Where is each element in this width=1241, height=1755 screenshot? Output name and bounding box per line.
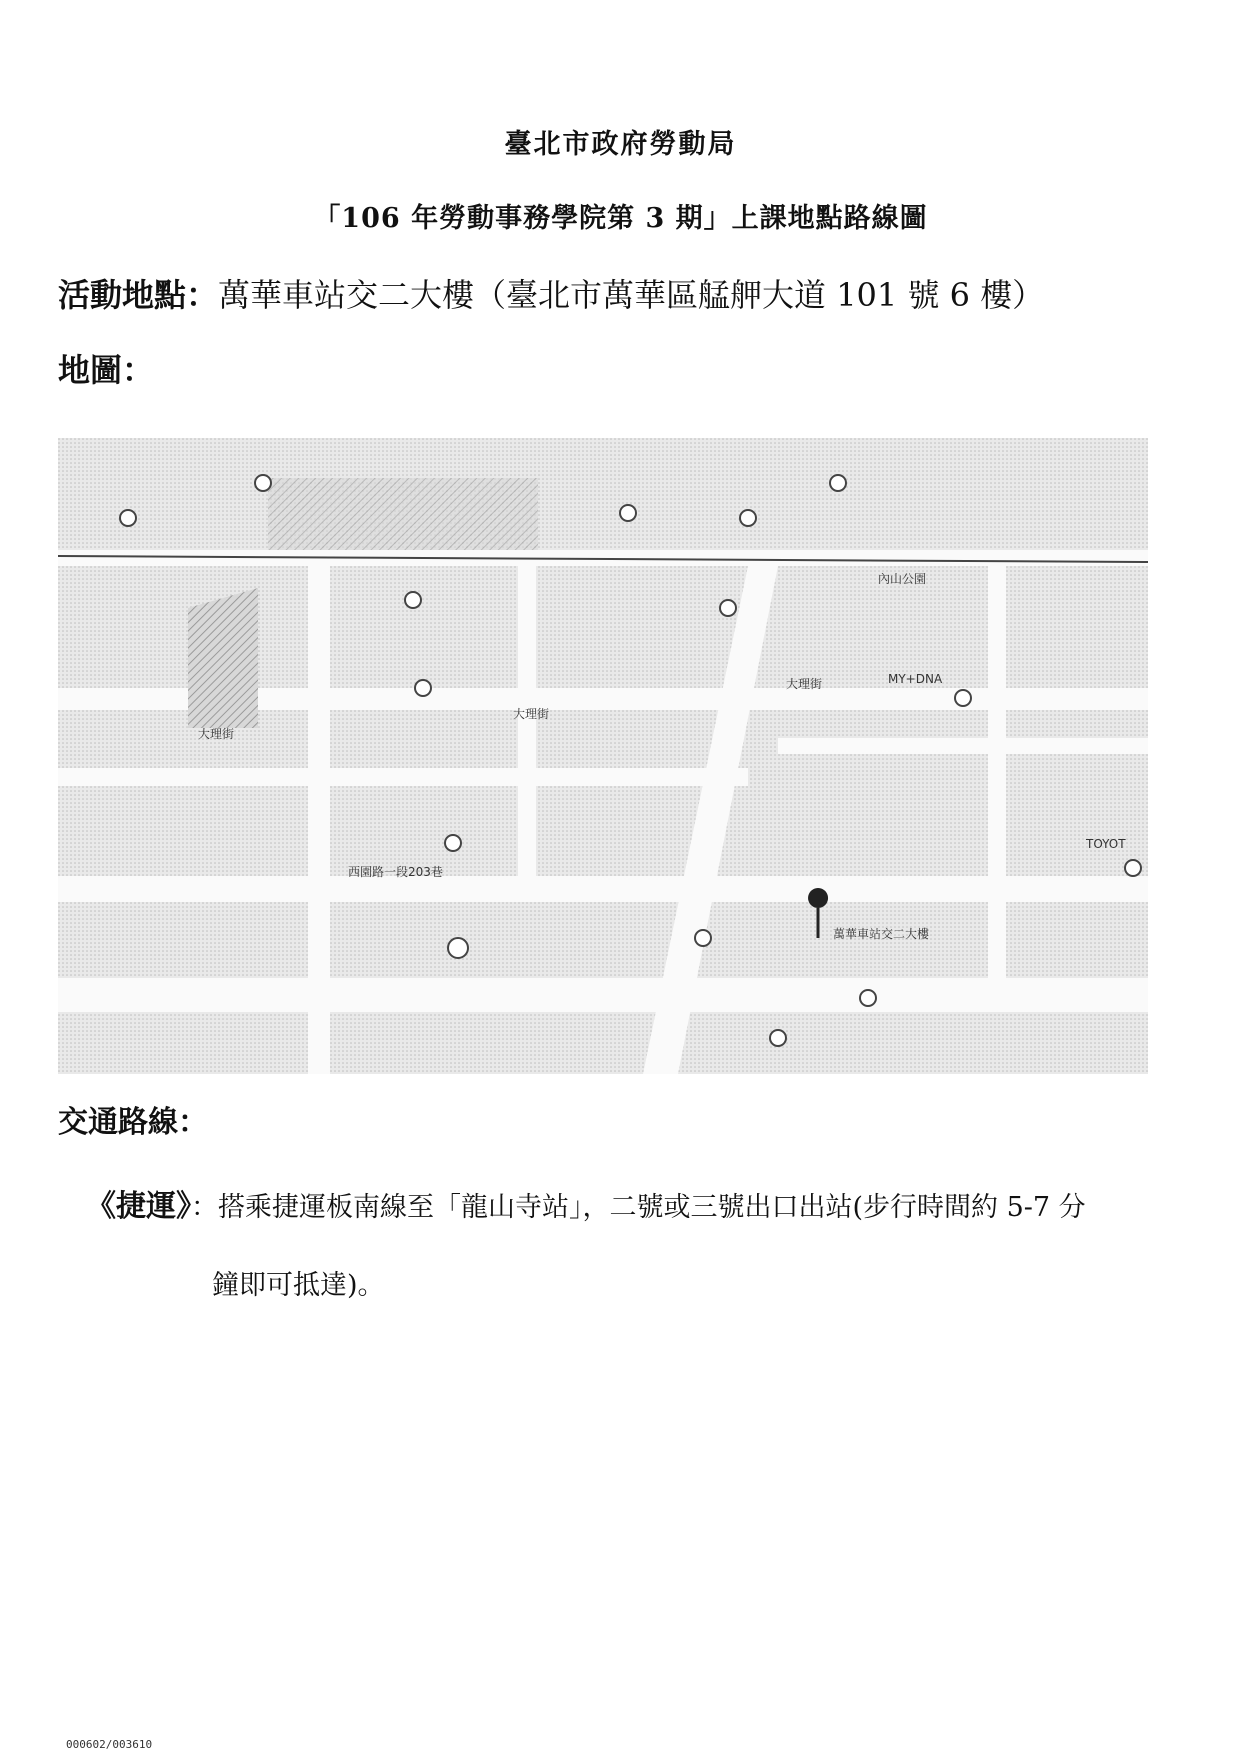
street-map-graphic [58, 438, 1148, 1074]
map-label-dali1: 大理街 [513, 707, 550, 721]
map-label-park: 內山公園 [878, 572, 927, 586]
document-code: 000602/003610 [66, 1738, 153, 1751]
map-label-toyota: TOYOT [1086, 837, 1126, 851]
mrt-directions [86, 1168, 1166, 1325]
document-title: 臺北市政府勞動局 [504, 129, 737, 160]
mrt-text-continued: 鐘即可抵達)。 [212, 1270, 385, 1301]
street-map [58, 438, 1148, 1074]
map-heading: 地圖： [58, 351, 155, 389]
document-subtitle: 「106 年勞動事務學院第 3 期」上課地點路線圖 [313, 203, 928, 234]
transport-heading: 交通路線： [58, 1105, 208, 1140]
map-label-ximen: 西園路一段203巷 [348, 865, 443, 879]
venue-label: 活動地點： [58, 276, 219, 314]
mrt-line-1 [86, 1168, 1166, 1247]
park-area [188, 588, 258, 728]
block-area [268, 478, 538, 550]
map-label-mydna: MY+DNA [888, 672, 943, 686]
mrt-text: ：搭乘捷運板南線至「龍山寺站」，二號或三號出口出站(步行時間約 5-7 分 [191, 1192, 1086, 1223]
venue-line [58, 270, 1044, 316]
map-label-dali3: 大理街 [786, 677, 823, 691]
map-label-dali2: 大理街 [198, 727, 235, 741]
venue-value: 萬華車站交二大樓（臺北市萬華區艋舺大道 101 號 6 樓） [218, 276, 1045, 314]
mrt-label: 《捷運》 [86, 1189, 191, 1224]
map-label-venue: 萬華車站交二大樓 [833, 927, 930, 941]
